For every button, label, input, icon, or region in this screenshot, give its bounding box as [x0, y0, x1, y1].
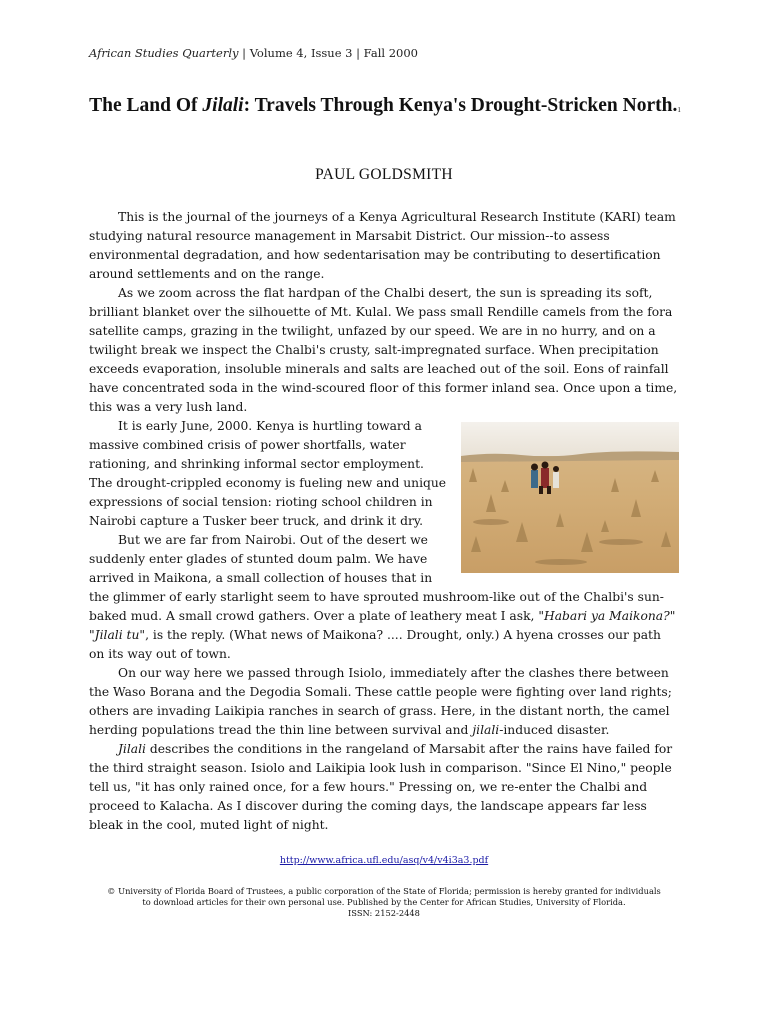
article-body — [89, 208, 679, 835]
copyright-footer — [84, 886, 684, 919]
header-separator: | — [352, 46, 364, 60]
title-prefix: The Land Of — [89, 95, 203, 116]
paragraph-5-end: -induced disaster. — [499, 723, 610, 737]
author-name: PAUL GOLDSMITH — [315, 166, 453, 183]
paragraph-6 — [89, 740, 679, 835]
title-suffix: : Travels Through Kenya's Drought-Stricken North. — [243, 95, 678, 116]
word-italic: Jilali — [118, 742, 146, 756]
journal-header — [89, 46, 418, 60]
footnote-marker[interactable]: 1 — [677, 106, 681, 114]
paragraph-2: As we zoom across the flat hardpan of the Chalbi desert, the sun is spreading its soft, brilliant blanket over the silhouette of Mt. Kulal. We pass small Rendille camels from the fora satellite camps, grazing in the twilight, unfazed by our speed. We are in no hurry, and on a twilight break we inspect the Chalbi's crusty, salt-impregnated surface. When precipitation exceeds evaporation, insoluble minerals and salts are leached out of the soil. Eons of rainfall have concentrated soda in the wind-scoured floor of this former inland sea. Once upon a time, this was a very lush land. — [89, 286, 678, 414]
paragraph-4-mid: " " — [89, 609, 676, 642]
word-italic: jilali — [472, 723, 500, 737]
article-link[interactable]: http://www.africa.ufl.edu/asq/v4/v4i3a3.pdf — [279, 855, 489, 866]
paragraph-4-end: ", is the reply. (What news of Maikona? .... Drought, only.) A hyena crosses our path on its way out of town. — [89, 628, 661, 661]
article-title — [80, 93, 690, 122]
footer-line-2: to download articles for their own personal use. Published by the Center for African Studies, University of Florida. — [142, 897, 626, 907]
footer-line-1: © University of Florida Board of Trustees, a public corporation of the State of Florida; permission is hereby granted for individuals — [107, 886, 661, 896]
quote-italic: Jilali tu — [94, 628, 140, 642]
desert-photo — [461, 422, 679, 573]
header-separator: | — [238, 46, 250, 60]
title-italic: Jilali — [202, 95, 244, 116]
quote-italic: Habari ya Maikona? — [544, 609, 670, 623]
journal-date: Fall 2000 — [363, 46, 418, 60]
paragraph-5-text: On our way here we passed through Isiolo, immediately after the clashes there between the Waso Borana and the Degodia Somali. These cattle people were fighting over land rights; others are invading Laikipia ranches in search of grass. Here, in the distant north, the camel herding populations tread the thin line between survival and — [89, 666, 672, 737]
paragraph-6-text: describes the conditions in the rangeland of Marsabit after the rains have failed for the third straight season. Isiolo and Laikipia look lush in comparison. "Since El Nino," people tell us, "it has only rained once, for a few hours." Pressing on, we re-enter the Chalbi and proceed to Kalacha. As I discover during the coming days, the landscape appears far less bleak in the cool, muted light of night. — [89, 742, 673, 832]
paragraph-3: It is early June, 2000. Kenya is hurtling toward a massive combined crisis of power shortfalls, water rationing, and shrinking informal sector employment. The drought-crippled economy is fueling new and unique expressions of social tension: rioting school children in Nairobi capture a Tusker beer truck, and drink it dry. — [89, 419, 447, 528]
footer-line-3: ISSN: 2152-2448 — [348, 908, 420, 918]
desert-photo-image — [461, 422, 679, 573]
paragraph-4-text: But we are far from Nairobi. Out of the desert we suddenly enter glades of stunted doum palm. We have arrived in Maikona, a small collection of houses that in the glimmer of early starlight seem to have sprouted mushroom-like out of the Chalbi's sun-baked mud. A small crowd gathers. Over a plate of leathery meat I ask, " — [89, 533, 664, 623]
journal-name: African Studies Quarterly — [89, 46, 239, 60]
paragraph-5 — [89, 664, 679, 740]
paragraph-1: This is the journal of the journeys of a Kenya Agricultural Research Institute (KARI) team studying natural resource management in Marsabit District. Our mission--to assess environmental degradation, and how sedentarisation may be contributing to desertification around settlements and on the range. — [89, 210, 676, 281]
journal-volume: Volume 4, Issue 3 — [249, 46, 353, 60]
